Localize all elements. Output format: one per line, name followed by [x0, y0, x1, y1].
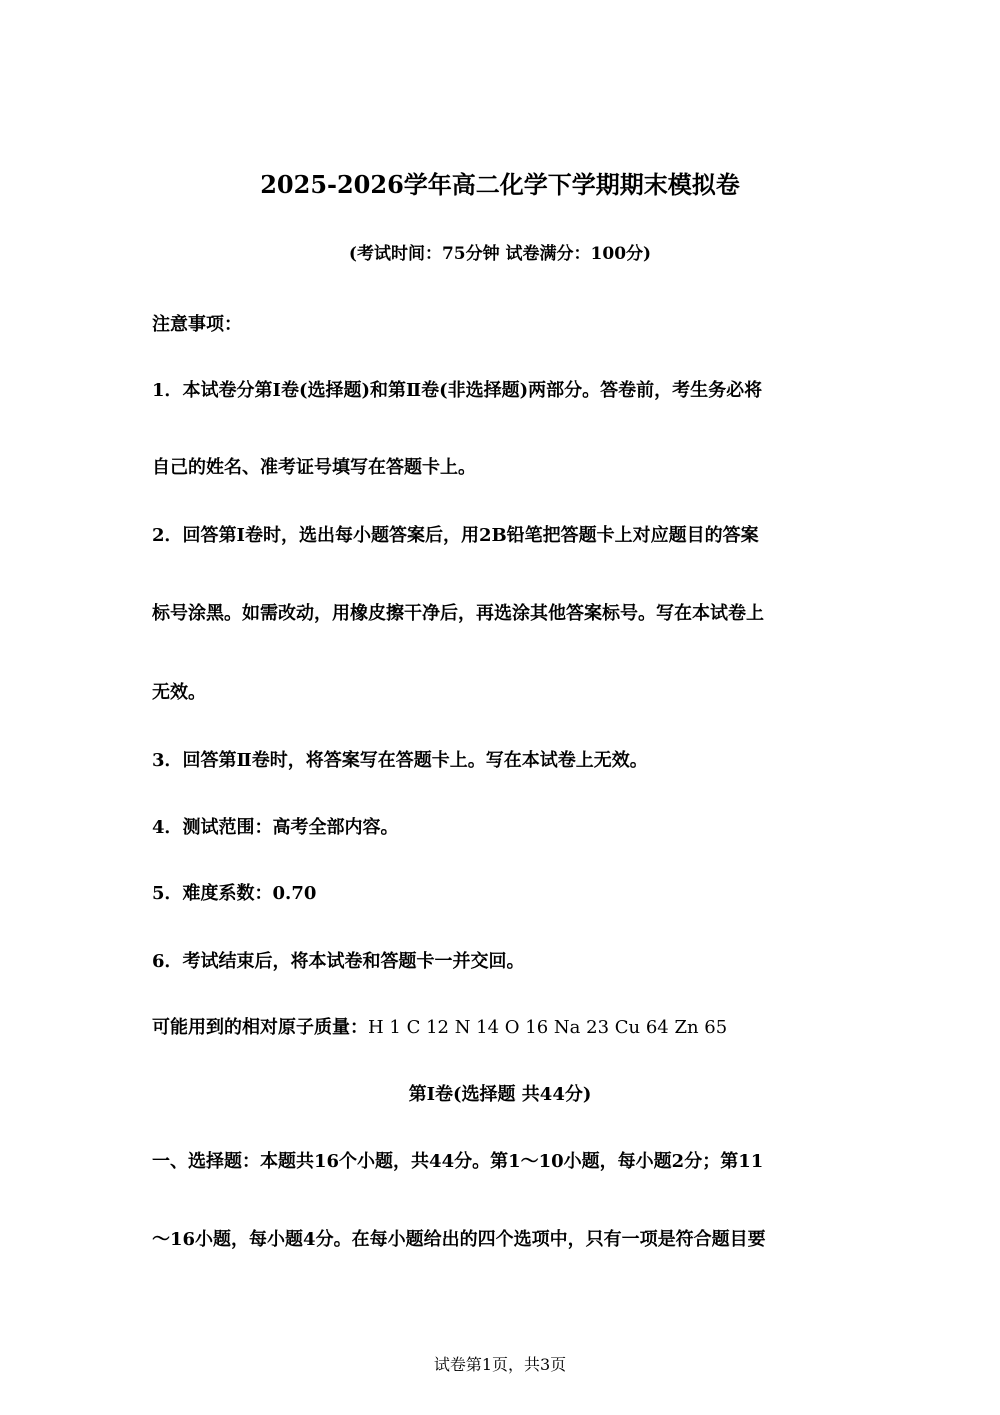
note-item-4: 4．测试范围：高考全部内容。 [152, 817, 399, 838]
page-title: 2025-2026学年高二化学下学期期末模拟卷 [260, 170, 740, 199]
note-item-2-line-2: 标号涂黑。如需改动，用橡皮擦干净后，再选涂其他答案标号。写在本试卷上 [152, 603, 764, 624]
section-intro-line-1: 一、选择题：本题共16个小题，共44分。第1～10小题，每小题2分；第11 [152, 1151, 764, 1172]
section-intro-line-2: ～16小题，每小题4分。在每小题给出的四个选项中，只有一项是符合题目要 [152, 1229, 766, 1250]
note-item-1-line-2: 自己的姓名、准考证号填写在答题卡上。 [152, 457, 476, 478]
note-item-1-line-1: 1．本试卷分第Ⅰ卷(选择题)和第Ⅱ卷(非选择题)两部分。答卷前，考生务必将 [152, 380, 763, 401]
note-item-2-line-1: 2．回答第Ⅰ卷时，选出每小题答案后，用2B铅笔把答题卡上对应题目的答案 [152, 525, 759, 546]
note-item-5: 5．难度系数：0.70 [152, 883, 317, 904]
note-item-3: 3．回答第Ⅱ卷时，将答案写在答题卡上。写在本试卷上无效。 [152, 750, 648, 771]
exam-info: (考试时间：75分钟 试卷满分：100分) [348, 244, 652, 264]
note-item-2-line-3: 无效。 [152, 682, 206, 703]
section-heading: 第Ⅰ卷(选择题 共44分) [408, 1084, 592, 1105]
atomic-masses-label: 可能用到的相对原子质量： [152, 1017, 368, 1038]
notes-heading: 注意事项： [152, 314, 242, 335]
note-item-6: 6．考试结束后，将本试卷和答题卡一并交回。 [152, 951, 525, 972]
atomic-masses-values: H 1 C 12 N 14 O 16 Na 23 Cu 64 Zn 65 [368, 1017, 728, 1038]
atomic-masses-row [152, 1019, 727, 1037]
page-footer: 试卷第1页，共3页 [433, 1355, 567, 1374]
